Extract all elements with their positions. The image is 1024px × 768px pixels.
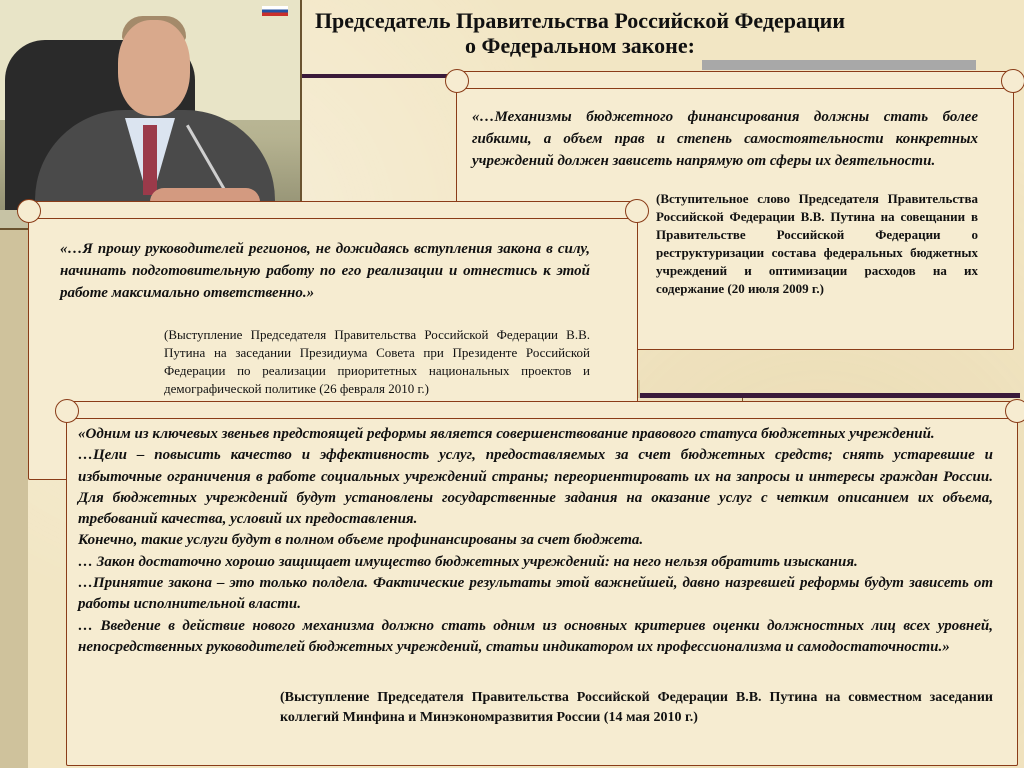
- title-line-1: Председатель Правительства Российской Федерации: [314, 8, 846, 33]
- quote-3-paragraph: … Закон достаточно хорошо защищает имущество бюджетных учреждений: на него нельзя обратить изыскания.: [78, 553, 858, 570]
- quote-3-paragraph: …Принятие закона – это только полдела. Фактические результаты этой важнейшей, давно назревшей реформы будут зависеть от работы исполнительной власти.: [78, 575, 993, 613]
- page-title: [300, 8, 860, 58]
- speaker-photo: [0, 0, 302, 230]
- scroll-curl: [445, 69, 469, 93]
- divider-line: [300, 74, 460, 78]
- flag-icon: [262, 6, 288, 16]
- scroll-curl: [625, 199, 649, 223]
- photo-tie: [143, 125, 157, 195]
- scroll-curl: [1005, 399, 1024, 423]
- scroll-curl: [17, 199, 41, 223]
- left-panel-decoration: [0, 230, 28, 768]
- quote-3-paragraph: …Цели – повысить качество и эффективность услуг, предоставляемых за счет бюджетных средств; снять устаревшие и избыточные ограничения в работе социальных учреждений страны; переориентировать их на запросы и интересы граждан России. Для бюджетных учреждений будут установлены государственные задания на оказание услуг с четким описанием их объема, требований качества, условий их предоставления.: [78, 447, 993, 528]
- photo-head: [118, 20, 190, 116]
- quote-3-paragraph: Конечно, такие услуги будут в полном объеме профинансированы за счет бюджета.: [78, 532, 644, 549]
- quote-3-paragraph: «Одним из ключевых звеньев предстоящей реформы является совершенствование правового статуса бюджетных учреждений.: [78, 426, 935, 442]
- scroll-curl: [55, 399, 79, 423]
- quote-1-text: «…Механизмы бюджетного финансирования должны стать более гибкими, а объем прав и степень самостоятельности конкретных учреждений должен зависеть напрямую от сферы их деятельности.: [472, 109, 978, 169]
- quote-2-source: (Выступление Председателя Правительства Российской Федерации В.В. Путина на заседании Президиума Совета при Президенте Российской Федерации по реализации приоритетных национальных проектов и демографической политике (26 февраля 2010 г.): [164, 327, 590, 396]
- title-line-2: о Федеральном законе:: [465, 33, 695, 58]
- quote-3-text: [78, 424, 993, 658]
- gray-bar-decoration: [702, 60, 976, 70]
- quote-1-source: (Вступительное слово Председателя Правительства Российской Федерации В.В. Путина на совещании в Правительстве Российской Федерации о реструктуризации состава федеральных бюджетных учреждений и оптимизации расходов на их содержание (20 июля 2009 г.): [656, 191, 978, 296]
- quote-2-text: «…Я прошу руководителей регионов, не дожидаясь вступления закона в силу, начинать подготовительную работу по его реализации и отнестись к этой работе максимально ответственно.»: [60, 241, 590, 301]
- scroll-curl: [1001, 69, 1024, 93]
- quote-3-source: (Выступление Председателя Правительства Российской Федерации В.В. Путина на совместном заседании коллегий Минфина и Минэкономразвития России (14 мая 2010 г.): [280, 690, 993, 725]
- quote-3-paragraph: … Введение в действие нового механизма должно стать одним из основных критериев оценки должностных лиц всех уровней, непосредственных руководителей бюджетных учреждений, статьи индикатором их профессионализма и самодостаточности.»: [78, 617, 993, 655]
- divider-line: [640, 393, 1020, 398]
